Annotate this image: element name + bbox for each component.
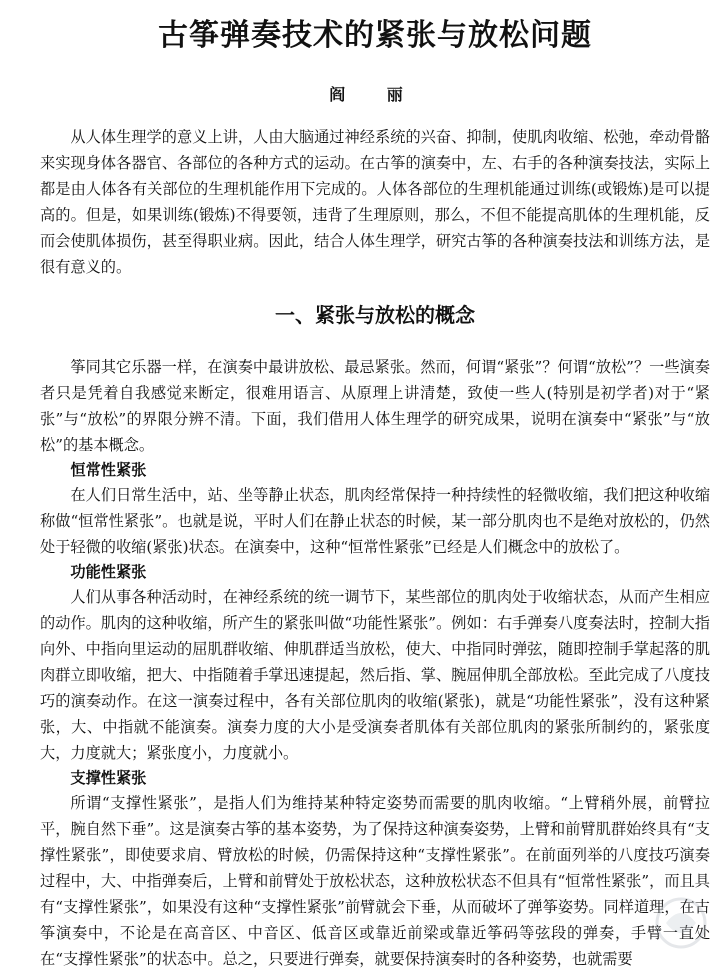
section-heading: 一、紧张与放松的概念 (275, 303, 475, 327)
paragraph-functional-tension: 人们从事各种活动时，在神经系统的统一调节下，某些部位的肌肉处于收缩状态，从而产生相应的动作。肌肉的这种收缩，所产生的紧张叫做“功能性紧张”。例如：右手弹奏八度奏法时，控制大指向外、中指向里运动的屈肌群收缩、伸肌群适当放松，使大、中指同时弹弦，随即控制手掌起落的肌肉群立即收缩，把大、中指随着手掌迅速提起，然后指、掌、腕屈伸肌全部放松。至此完成了八度技巧的演奏动作。在这一演奏过程中，各有关部位肌肉的收缩(紧张)，就是“功能性紧张”，没有这种紧张，大、中指就不能演奏。演奏力度的大小是受演奏者肌体有关部位肌肉的紧张所制约的，紧张度大，力度就大；紧张度小，力度就小。 (40, 588, 710, 762)
subheading-constant-tension: 恒常性紧张 (70, 461, 147, 479)
watermark-logo-icon (646, 893, 716, 953)
subheading-functional-tension: 功能性紧张 (70, 563, 147, 581)
paragraph-constant-tension: 在人们日常生活中，站、坐等静止状态，肌肉经常保持一种持续性的轻微收缩，我们把这种收缩称做“恒常性紧张”。也就是说，平时人们在静止状态的时候，某一部分肌肉也不是绝对放松的，仍然处于轻微的收缩(紧张)状态。在演奏中，这种“恒常性紧张”已经是人们概念中的放松了。 (40, 486, 710, 556)
article-author: 阎 丽 (329, 85, 421, 104)
subheading-supportive-tension: 支撑性紧张 (70, 769, 147, 787)
article-title: 古筝弹奏技术的紧张与放松问题 (158, 18, 592, 53)
section-intro-paragraph: 筝同其它乐器一样，在演奏中最讲放松、最忌紧张。然而，何谓“紧张”？何谓“放松”？一些演奏者只是凭着自我感觉来断定，很难用语言、从原理上讲清楚，致使一些人(特别是初学者)对于“紧张”与“放松”的界限分辨不清。下面，我们借用人体生理学的研究成果，说明在演奏中“紧张”与“放松”的基本概念。 (40, 358, 710, 454)
paragraph-supportive-tension: 所谓“支撑性紧张”，是指人们为维持某种特定姿势而需要的肌肉收缩。“上臂稍外展，前臂拉平，腕自然下垂”。这是演奏古筝的基本姿势，为了保持这种演奏姿势，上臂和前臂肌群始终具有“支撑性紧张”，即使要求肩、臂放松的时候，仍需保持这种“支撑性紧张”。在前面列举的八度技巧演奏过程中，大、中指弹奏后，上臂和前臂处于放松状态，这种放松状态不但具有“恒常性紧张”，而且具有“支撑性紧张”，如果没有这种“支撑性紧张”前臂就会下垂，从而破坏了弹筝姿势。同样道理，在古筝演奏中，不论是在高音区、中音区、低音区或靠近前梁或靠近筝码等弦段的弹奏，手臂一直处在“支撑性紧张”的状态中。总之，只要进行弹奏，就要保持演奏时的各种姿势，也就需要 (40, 794, 710, 968)
intro-paragraph: 从人体生理学的意义上讲，人由大脑通过神经系统的兴奋、抑制，使肌肉收缩、松弛，牵动骨骼来实现身体各器官、各部位的各种方式的运动。在古筝的演奏中，左、右手的各种演奏技法，实际上都是由人体各有关部位的生理机能作用下完成的。人体各部位的生理机能通过训练(或锻炼)是可以提高的。但是，如果训练(锻炼)不得要领，违背了生理原则，那么，不但不能提高肌体的生理机能，反而会使肌体损伤，甚至得职业病。因此，结合人体生理学，研究古筝的各种演奏技法和训练方法，是很有意义的。 (40, 128, 710, 276)
